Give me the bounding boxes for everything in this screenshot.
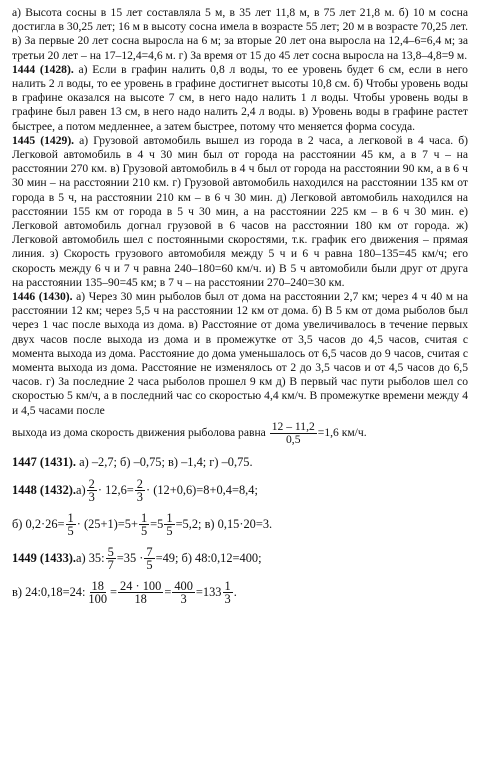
fraction xyxy=(118,580,163,605)
fraction xyxy=(164,512,174,537)
exercise-number: 1449 (1433). xyxy=(12,551,77,566)
expression-text: б) 0,2·26= xyxy=(12,517,65,532)
fraction-numerator: 400 xyxy=(174,579,193,594)
fraction-denominator: 5 xyxy=(146,558,153,573)
expression-text: = xyxy=(110,585,118,600)
paragraph-text: а) Грузовой автомобиль вышел из города в 2 часа, а легковой в 4 часа. б) Легковой автомобиль в 4 ч 30 мин был от города на расстоянии 45 км, а в 7 ч – на расстоянии 270 км. в) Грузовой автомобиль в 4 ч был от города на расстоянии 90 км, а в 6 ч 30 мин – на расстоянии 210 км. г) Грузовой автомобиль находился на расстоянии 135 км от города в 5 ч, на расстоянии 210 км – в 6 ч 30 мин. д) Легковой автомобиль находился на расстоянии 155 км от города в 5 ч 30 мин, а на расстоянии 225 км – в 6 ч 30 мин. е) Легковой автомобиль догнал грузовой в 6 часов на расстоянии 180 км от города. ж) Легковой автомобиль шел с постоянными скоростями, т.к. график его движения – прямая линия. з) Скорость грузового автомобиля между 5 ч и 6 ч равна 180–135=45 км/ч; его скорость между 6 ч и 7 ч равна 240–180=60 км/ч. и) В 5 ч автомобили были друг от друга на расстоянии 135–90=45 км; в 7 ч – на расстоянии 270–240=30 км. xyxy=(12,133,468,289)
paragraph-1449-b xyxy=(12,580,468,605)
exercise-number: 1445 (1429). xyxy=(12,133,75,147)
speed-fraction xyxy=(270,421,317,446)
solutions-page xyxy=(12,0,468,605)
expression-text: а) 35: xyxy=(76,551,105,566)
fraction-denominator: 7 xyxy=(107,558,114,573)
paragraph-text: а) Высота сосны в 15 лет составляла 5 м, в 35 лет 11,8 м, в 75 лет 21,8 м. б) 10 м сосна достигла в 30,25 лет; 16 м в высоту сосна имела в возрасте 55 лет; 20 м в возрасте 70,25 лет. в) За первые 20 лет сосна выросла на 6 м; за вторые 20 лет она выросла на 12,4–6=6,4 м; за третьи 20 лет – на 17–12,4=4,6 м. г) За время от 15 до 45 лет сосна выросла на 13,8–4,8=9 м. xyxy=(12,6,468,62)
paragraph-1448-a xyxy=(12,478,468,503)
fraction-denominator: 0,5 xyxy=(286,432,301,446)
paragraph-1447 xyxy=(12,455,468,469)
item-label: а) xyxy=(76,483,86,498)
fraction xyxy=(144,546,154,571)
exercise-number: 1446 (1430). xyxy=(12,290,73,304)
paragraph-1444 xyxy=(12,63,468,134)
fraction xyxy=(135,478,145,503)
fraction xyxy=(223,580,233,605)
expression-text: = xyxy=(164,585,172,600)
expression-text: =5,2; в) 0,15·20=3. xyxy=(175,517,273,532)
expression-text: в) 24:0,18=24: xyxy=(12,585,86,600)
fraction-numerator: 12 – 11,2 xyxy=(271,419,315,433)
expression-text: =133 xyxy=(195,585,222,600)
exercise-number: 1447 (1431). xyxy=(12,454,77,469)
fraction xyxy=(66,512,76,537)
fraction-numerator: 18 xyxy=(91,579,104,594)
expression-text: . xyxy=(233,585,237,600)
expression-text: · (25+1)=5+ xyxy=(76,517,138,532)
paragraph-text: а) –2,7; б) –0,75; в) –1,4; г) –0,75. xyxy=(76,454,253,469)
fraction-denominator: 5 xyxy=(140,524,148,539)
paragraph-1443 xyxy=(12,6,468,63)
expression-text: · (12+0,6)=8+0,4=8,4; xyxy=(145,483,258,498)
fraction-denominator: 5 xyxy=(67,524,74,539)
fraction-numerator: 2 xyxy=(136,477,143,492)
paragraph-text: а) Через 30 мин рыболов был от дома на расстоянии 2,7 км; через 4 ч 40 м на расстоянии 12 км; через 5,5 ч на расстоянии 12 км от дома. б) В 5 км от дома рыболов был через 1 час после выхода из дома. в) Расстояние от дома увеличивалось в течение первых двух часов после выхода из дома и в промежутке от 3,5 часов до 4,5 часов, считая с момента выхода из дома. Расстояние до дома уменьшалось от 6,5 часов до 9 часов, считая с момента выхода из дома. Расстояние не изменялось от 2 до 3,5 часов и от 4,5 часов до 6,5 часов. г) За последние 2 часа рыболов прошел 9 км д) В первый час пути рыболов шел со скоростью 5 км/ч, а в последний час со скоростью 4,4 км/ч. В промежутке времени между 4 и 4,5 часами после xyxy=(12,290,468,417)
fraction-numerator: 1 xyxy=(224,579,231,594)
fraction-denominator: 3 xyxy=(224,592,231,607)
exercise-number: 1444 (1428). xyxy=(12,62,74,76)
fraction-numerator: 7 xyxy=(146,545,153,560)
fraction-denominator: 5 xyxy=(166,524,173,539)
fraction xyxy=(86,580,109,605)
fraction-numerator: 1 xyxy=(140,511,148,526)
paragraph-1448-b xyxy=(12,512,468,537)
fraction-denominator: 3 xyxy=(88,490,95,505)
fraction-numerator: 5 xyxy=(107,545,114,560)
fraction-numerator: 1 xyxy=(166,511,173,526)
expression-text: · 12,6= xyxy=(97,483,134,498)
expression-text: =49; б) 48:0,12=400; xyxy=(155,551,262,566)
formula-lead-text: выхода из дома скорость движения рыболова равна xyxy=(12,426,266,440)
fraction xyxy=(139,512,149,537)
fraction xyxy=(106,546,116,571)
speed-formula-line xyxy=(12,421,468,446)
paragraph-1449-a xyxy=(12,546,468,571)
fraction-denominator: 3 xyxy=(180,592,187,607)
paragraph-1446 xyxy=(12,290,468,418)
fraction-numerator: 2 xyxy=(88,477,95,492)
fraction xyxy=(87,478,97,503)
expression-text: =35 · xyxy=(116,551,144,566)
expression-text: =5 xyxy=(150,517,164,532)
fraction-denominator: 18 xyxy=(134,592,147,607)
fraction-denominator: 100 xyxy=(88,592,108,607)
fraction xyxy=(172,580,195,605)
fraction-denominator: 3 xyxy=(136,490,143,505)
paragraph-text: а) Если в графин налить 0,8 л воды, то ее уровень будет 6 см, если в него налить 2 л воды, то ее уровень в графине достигнет высоты 10,8 см. б) Чтобы уровень воды в графине оказался на высоте 7 см, в него надо налить 1 л воды. Чтобы уровень воды в графине был равен 13 см, в него надо налить 2,4 л воды. в) Уровень воды в графине растет быстрее, а потом медленнее, а затем быстрее, потому что меняется форма сосуда. xyxy=(12,62,468,133)
fraction-numerator: 24 · 100 xyxy=(120,579,162,594)
exercise-number: 1448 (1432). xyxy=(12,483,77,498)
fraction-numerator: 1 xyxy=(67,511,74,526)
formula-result: =1,6 км/ч. xyxy=(317,426,367,440)
paragraph-1445 xyxy=(12,134,468,290)
